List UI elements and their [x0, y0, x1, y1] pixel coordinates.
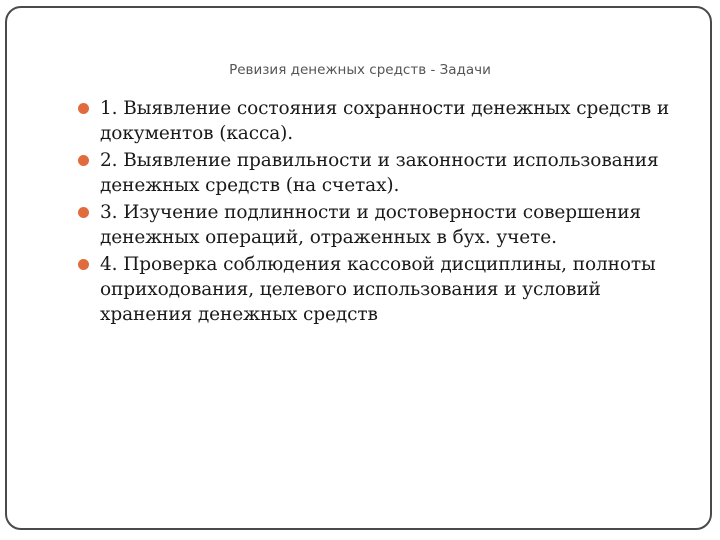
bullet-item-2 — [78, 148, 688, 198]
slide-title: Ревизия денежных средств - Задачи — [229, 62, 491, 78]
bullet-text-2: 2. Выявление правильности и законности использования денежных средств (на счетах). — [100, 150, 659, 196]
bullet-text-3: 3. Изучение подлинности и достоверности совершения денежных операций, отраженных в бух. учете. — [100, 202, 641, 248]
bullet-dot-icon — [78, 259, 89, 270]
bullet-item-1 — [78, 96, 688, 146]
bullet-dot-icon — [78, 155, 89, 166]
bullet-text-4: 4. Проверка соблюдения кассовой дисциплины, полноты оприходования, целевого использования и условий хранения денежных средств — [100, 254, 656, 325]
bullet-item-4 — [78, 252, 688, 327]
bullet-dot-icon — [78, 207, 89, 218]
bullet-item-3 — [78, 200, 688, 250]
bullet-text-1: 1. Выявление состояния сохранности денежных средств и документов (касса). — [100, 98, 670, 144]
bullet-list — [78, 96, 688, 329]
bullet-dot-icon — [78, 103, 89, 114]
